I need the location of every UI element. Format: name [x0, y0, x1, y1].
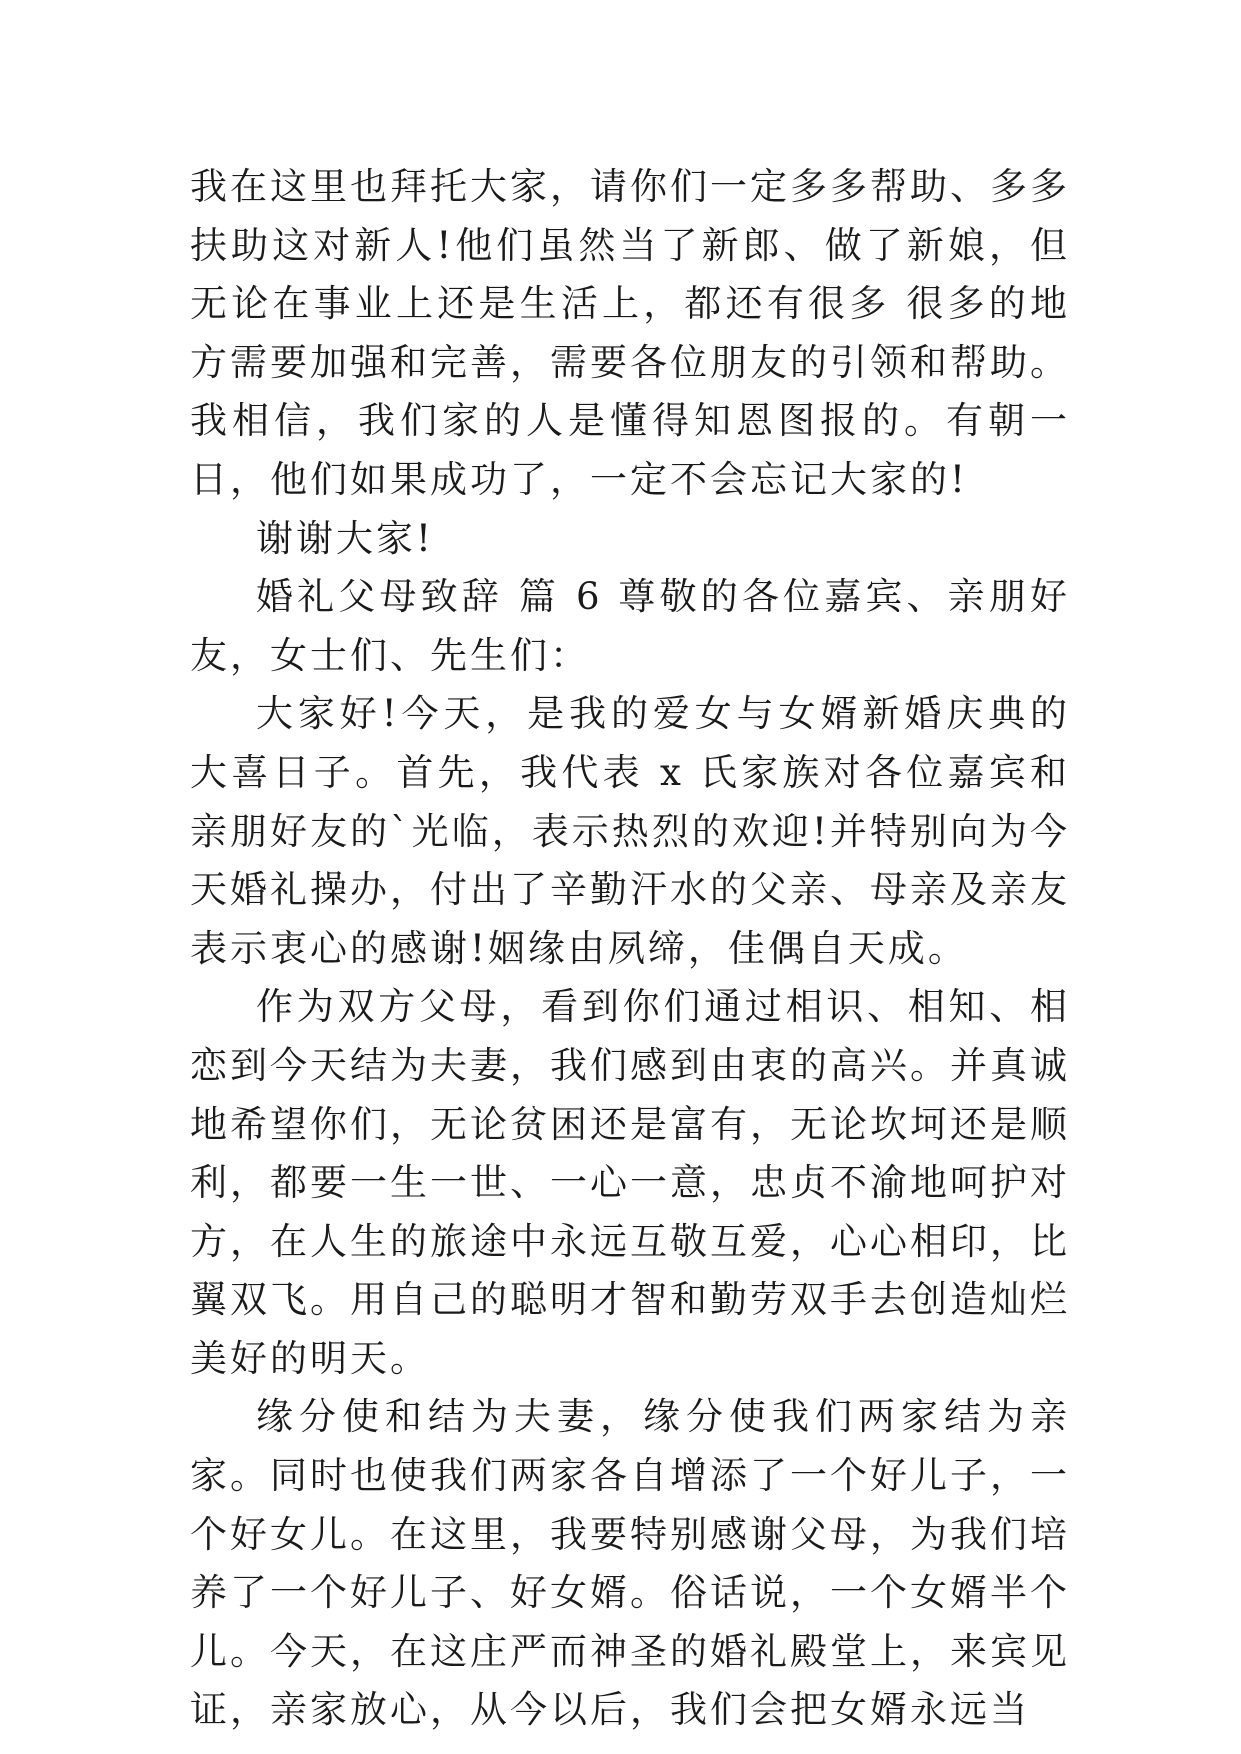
paragraph-thanks: 谢谢大家!: [256, 516, 434, 560]
paragraph-greeting: 大家好!今天，是我的爱女与女婿新婚庆典的大喜日子。首先，我代表 x 氏家族对各位嘉宾和亲朋好友的`光临，表示热烈的欢迎!并特别向为今天婚礼操办，付出了辛勤汗水的父亲、母亲及亲友表示衷心的感谢!姻缘由夙缔，佳偶自天成。: [190, 692, 1070, 970]
paragraph-continuation: 我在这里也拜托大家，请你们一定多多帮助、多多扶助这对新人!他们虽然当了新郎、做了新娘，但无论在事业上还是生活上，都还有很多 很多的地方需要加强和完善，需要各位朋友的引领和帮助。我相信，我们家的人是懂得知恩图报的。有朝一日，他们如果成功了，一定不会忘记大家的!: [190, 165, 1070, 501]
body-text: [190, 158, 1070, 1740]
paragraph-family-bond: 缘分使和结为夫妻，缘分使我们两家结为亲家。同时也使我们两家各自增添了一个好儿子，一个好女儿。在这里，我要特别感谢父母，为我们培养了一个好儿子、好女婿。俗话说，一个女婿半个儿。今天，在这庄严而神圣的婚礼殿堂上，来宾见证，亲家放心，从今以后，我们会把女婿永远当: [190, 1395, 1070, 1732]
paragraph-section-heading: 婚礼父母致辞 篇 6 尊敬的各位嘉宾、亲朋好友，女士们、先生们：: [190, 575, 1070, 677]
paragraph-parents-wishes: 作为双方父母，看到你们通过相识、相知、相恋到今天结为夫妻，我们感到由衷的高兴。并真诚地希望你们，无论贫困还是富有，无论坎坷还是顺利，都要一生一世、一心一意，忠贞不渝地呵护对方，在人生的旅途中永远互敬互爱，心心相印，比翼双飞。用自己的聪明才智和勤劳双手去创造灿烂美好的明天。: [190, 985, 1070, 1380]
